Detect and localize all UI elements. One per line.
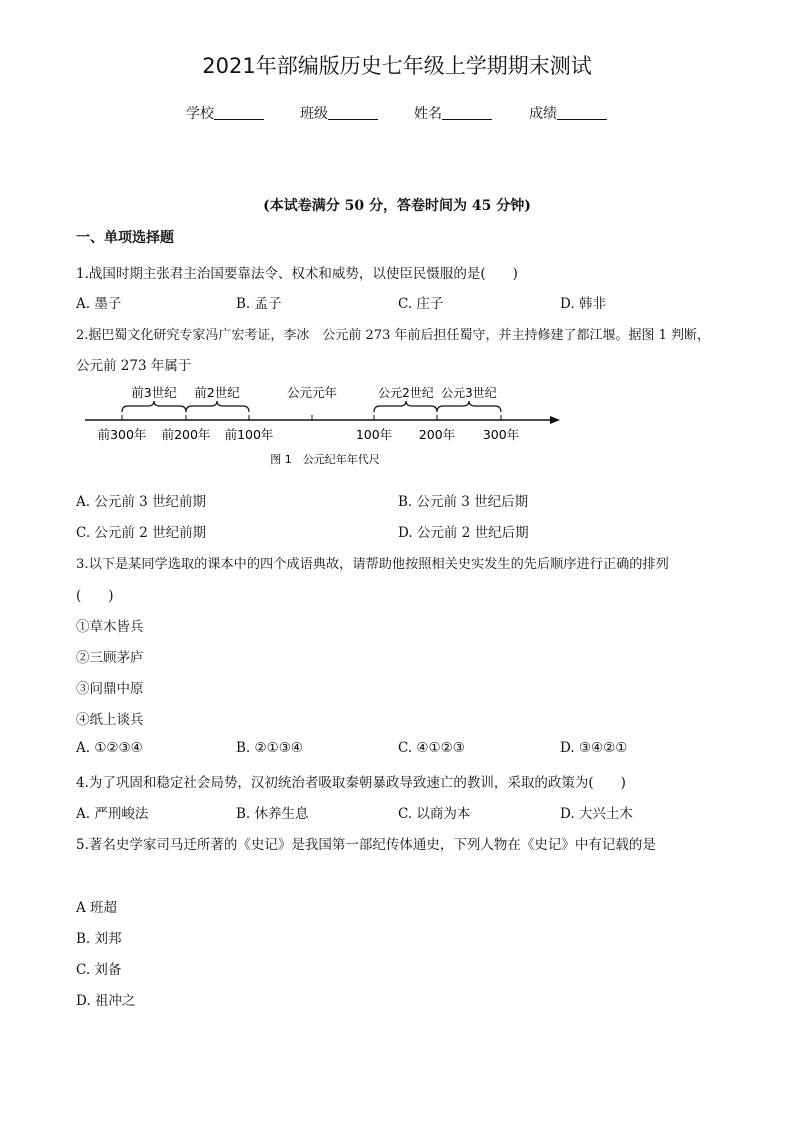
timeline-arrow xyxy=(550,416,560,424)
q4-option-d: D. 大兴土木 xyxy=(560,806,633,822)
q3-option-c: C. ④①②③ xyxy=(398,740,465,756)
q3-option-d: D. ③④②① xyxy=(560,740,628,756)
q1-option-b: B. 孟子 xyxy=(236,296,282,312)
class-blank xyxy=(328,105,378,120)
q1-option-d: D. 韩非 xyxy=(560,296,606,312)
score-blank xyxy=(557,105,607,120)
name-blank xyxy=(442,105,492,120)
q3-item: ③问鼎中原 xyxy=(76,681,144,697)
tick-label: 前200年 xyxy=(161,427,211,442)
school-field xyxy=(186,103,264,123)
name-label: 姓名 xyxy=(414,106,442,122)
section-heading: 一、单项选择题 xyxy=(76,230,174,246)
q3-item: ②三顾茅庐 xyxy=(76,650,144,666)
page-title: 2021年部编版历史七年级上学期期末测试 xyxy=(202,54,592,78)
brace-3rd-ad xyxy=(437,401,501,412)
q5-option-c: C. 刘备 xyxy=(76,962,122,978)
q5-option-a: A 班超 xyxy=(76,900,118,916)
score-field xyxy=(529,103,607,123)
question-3-stem-cont: ( ) xyxy=(76,588,114,604)
q3-option-a: A. ①②③④ xyxy=(76,740,143,756)
tick-label: 前100年 xyxy=(224,427,274,442)
figure-caption: 图 1 公元纪年年代尺 xyxy=(270,453,380,466)
question-3-stem: 3.以下是某同学选取的课本中的四个成语典故，请帮助他按照相关史实发生的先后顺序进行正确的排列 xyxy=(76,557,669,572)
question-5-stem: 5.著名史学家司马迁所著的《史记》是我国第一部纪传体通史，下列人物在《史记》中有记载的是 xyxy=(76,837,656,853)
school-blank xyxy=(214,105,264,120)
q2-option-a: A. 公元前 3 世纪前期 xyxy=(76,494,207,510)
brace-label: 公元3世纪 xyxy=(441,386,497,400)
school-label: 学校 xyxy=(186,106,214,122)
q3-item: ④纸上谈兵 xyxy=(76,712,144,728)
q5-option-d: D. 祖冲之 xyxy=(76,993,136,1009)
q1-option-c: C. 庄子 xyxy=(398,296,444,312)
name-field xyxy=(414,103,492,123)
timeline-figure xyxy=(80,382,560,472)
brace-label: 公元2世纪 xyxy=(378,386,434,400)
tick-label: 100年 xyxy=(355,427,393,442)
q2-option-d: D. 公元前 2 世纪后期 xyxy=(398,525,529,541)
q4-option-b: B. 休养生息 xyxy=(236,806,309,822)
q4-option-c: C. 以商为本 xyxy=(398,806,471,822)
brace-label: 公元元年 xyxy=(286,385,338,400)
class-field xyxy=(300,103,378,123)
question-2-stem-cont: 公元前 273 年属于 xyxy=(76,358,192,374)
tick-label: 200年 xyxy=(418,427,456,442)
q3-option-b: B. ②①③④ xyxy=(236,740,303,756)
brace-2nd-bc xyxy=(186,401,249,412)
q3-item: ①草木皆兵 xyxy=(76,619,144,635)
question-2-stem: 2.据巴蜀文化研究专家冯广宏考证，李冰 公元前 273 年前后担任蜀守，并主持修建了都江堰。据图 1 判断， xyxy=(76,328,711,343)
question-4-stem: 4.为了巩固和稳定社会局势，汉初统治者吸取秦朝暴政导致速亡的教训，采取的政策为( ) xyxy=(76,775,626,791)
question-1-stem: 1.战国时期主张君主治国要靠法令、权术和威势，以使臣民慑服的是( ) xyxy=(76,266,518,282)
brace-label: 前2世纪 xyxy=(194,385,240,400)
q5-option-b: B. 刘邦 xyxy=(76,931,122,947)
tick-label: 前300年 xyxy=(97,427,147,442)
timeline-svg xyxy=(80,382,560,472)
q1-option-a: A. 墨子 xyxy=(76,296,122,312)
score-label: 成绩 xyxy=(529,106,557,122)
q2-option-b: B. 公元前 3 世纪后期 xyxy=(398,494,529,510)
brace-3rd-bc xyxy=(122,401,186,412)
q2-option-c: C. 公元前 2 世纪前期 xyxy=(76,525,207,541)
exam-note: (本试卷满分 50 分，答卷时间为 45 分钟) xyxy=(263,198,531,214)
class-label: 班级 xyxy=(300,106,328,122)
tick-label: 300年 xyxy=(482,427,520,442)
brace-label: 前3世纪 xyxy=(131,385,177,400)
brace-2nd-ad xyxy=(374,401,437,412)
q4-option-a: A. 严刑峻法 xyxy=(76,806,149,822)
